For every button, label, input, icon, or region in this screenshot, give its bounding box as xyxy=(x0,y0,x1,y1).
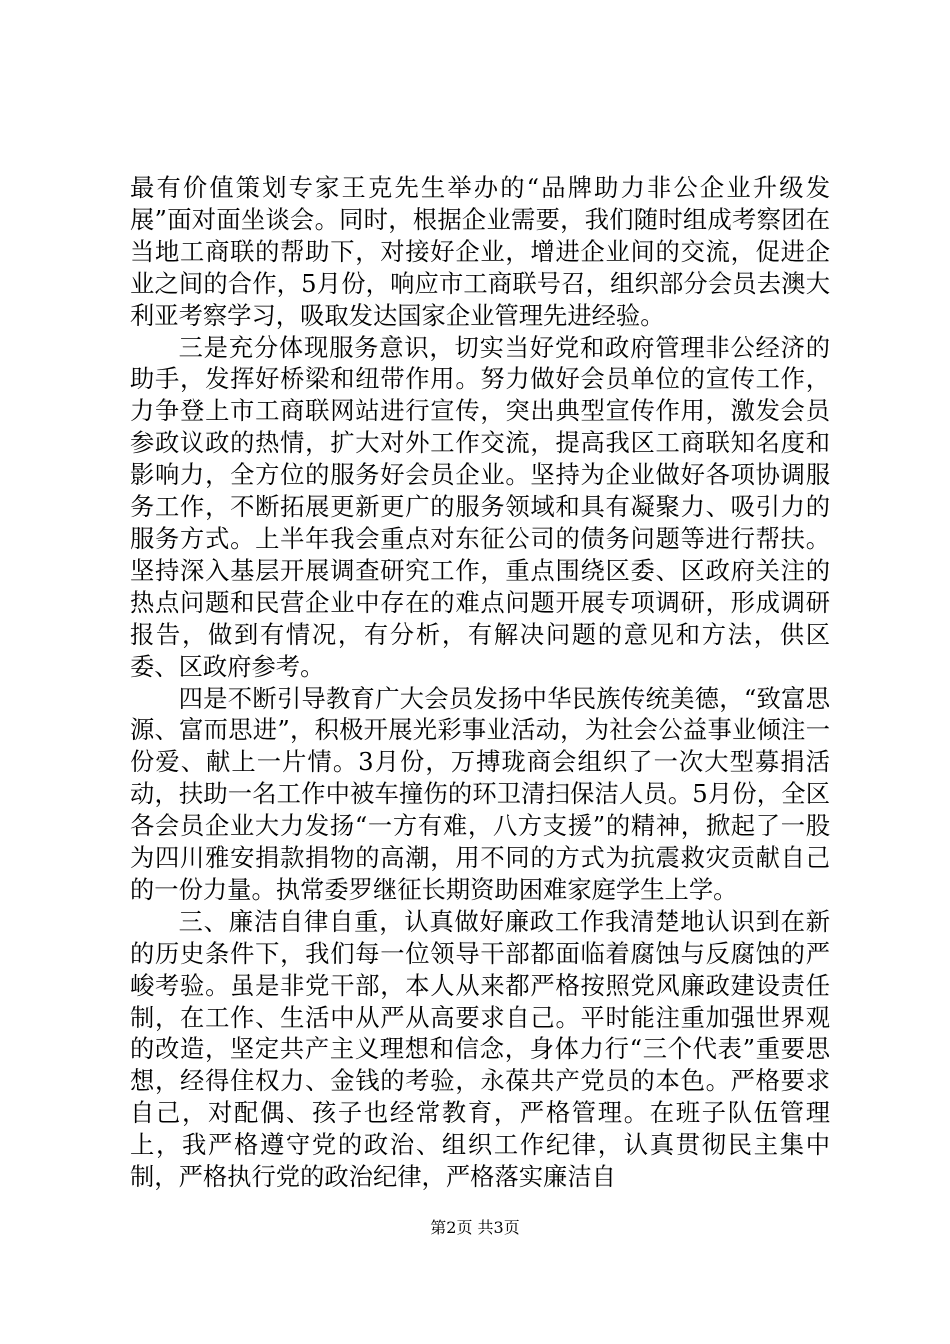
paragraph-service-awareness: 三是充分体现服务意识，切实当好党和政府管理非公经济的助手，发挥好桥梁和纽带作用。努力做好会员单位的宣传工作，力争登上市工商联网站进行宣传，突出典型宣传作用，激发会员参政议政的热情，扩大对外工作交流，提高我区工商联知名度和影响力，全方位的服务好会员企业。坚持为企业做好各项协调服务工作，不断拓展更新更广的服务领域和具有凝聚力、吸引力的服务方式。上半年我会重点对东征公司的债务问题等进行帮扶。坚持深入基层开展调查研究工作，重点围绕区委、区政府关注的热点问题和民营企业中存在的难点问题开展专项调研，形成调研报告，做到有情况，有分析，有解决问题的意见和方法，供区委、区政府参考。 xyxy=(130,332,830,681)
paragraph-charity: 四是不断引导教育广大会员发扬中华民族传统美德，“致富思源、富而思进”，积极开展光彩事业活动，为社会公益事业倾注一份爱、献上一片情。3月份，万搏珑商会组织了一次大型募捐活动，扶助一名工作中被车撞伤的环卫清扫保洁人员。5月份，全区各会员企业大力发扬“一方有难，八方支援”的精神，掀起了一股为四川雅安捐款捐物的高潮，用不同的方式为抗震救灾贡献自己的一份力量。执常委罗继征长期资助困难家庭学生上学。 xyxy=(130,683,830,904)
paragraph-integrity: 三、廉洁自律自重，认真做好廉政工作我清楚地认识到在新的历史条件下，我们每一位领导干部都面临着腐蚀与反腐蚀的严峻考验。虽是非党干部，本人从来都严格按照党风廉政建设责任制，在工作、生活中从严从高要求自己。平时能注重加强世界观的改造，坚定共产主义理想和信念，身体力行“三个代表”重要思想，经得住权力、金钱的考验，永葆共产党员的本色。严格要求自己，对配偶、孩子也经常教育，严格管理。在班子队伍管理上，我严格遵守党的政治、组织工作纪律，认真贯彻民主集中制，严格执行党的政治纪律，严格落实廉洁自 xyxy=(130,906,830,1192)
paragraph-continuation: 最有价值策划专家王克先生举办的“品牌助力非公企业升级发展”面对面坐谈会。同时，根据企业需要，我们随时组成考察团在当地工商联的帮助下，对接好企业，增进企业间的交流，促进企业之间的合作，5月份，响应市工商联号召，组织部分会员去澳大利亚考察学习，吸取发达国家企业管理先进经验。 xyxy=(130,173,830,330)
document-body xyxy=(130,172,830,1193)
page-number-footer: 第2页 共3页 xyxy=(430,1218,520,1237)
